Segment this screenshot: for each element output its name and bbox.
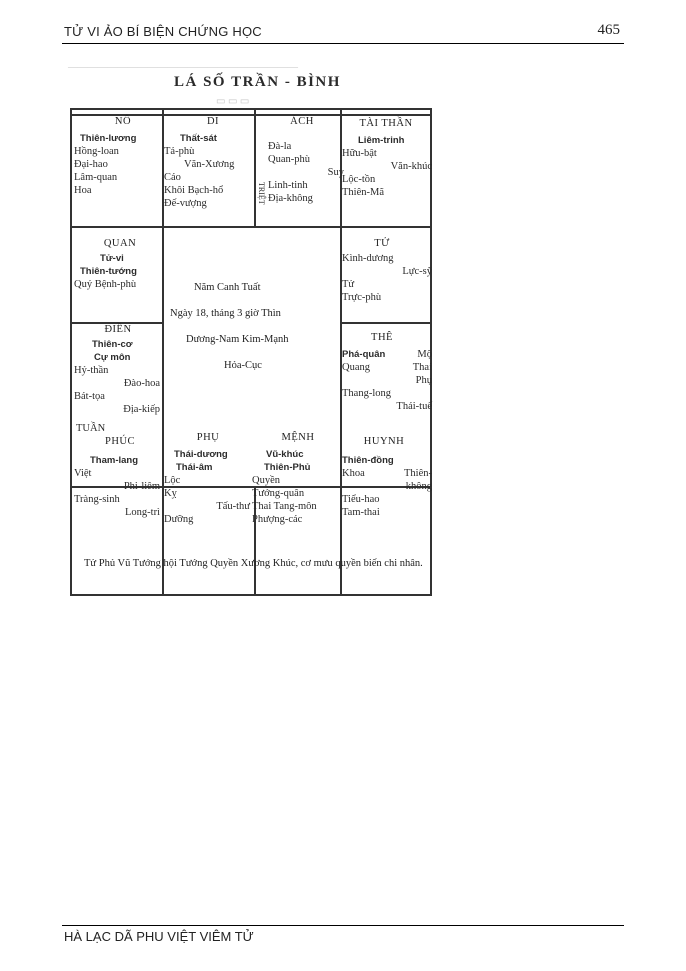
cell-name-no: NÔ (114, 116, 132, 127)
cell-menh (252, 448, 340, 526)
cell-phu (164, 448, 250, 526)
minor-star: Hoa (74, 185, 92, 196)
cell-phuc (74, 454, 160, 519)
minor-star: Phụ (415, 375, 432, 386)
cell-name-huynh: HUYNH (363, 436, 405, 447)
grid-line (72, 226, 430, 228)
cell-name-di: DI (206, 116, 220, 127)
minor-star: Lực-sỹ (402, 266, 432, 277)
minor-star: Thai Tang-môn (252, 501, 317, 512)
cell-taithan (342, 134, 432, 199)
bleed-through-mark: ——————————————————————— (68, 62, 298, 73)
major-star: Thiên-đồng (342, 455, 394, 466)
minor-star: Quý Bệnh-phù (74, 279, 137, 290)
minor-star: Linh-tinh (268, 180, 308, 191)
cell-name-taithan: TÀI THẦN (359, 118, 413, 129)
major-star: Thất-sát (180, 133, 217, 144)
major-star: Thiên-cơ (92, 339, 133, 350)
minor-star: Đại-hao (74, 159, 108, 170)
major-star: Liêm-trinh (358, 135, 405, 146)
cell-quan (74, 252, 160, 291)
major-star: Thái-âm (176, 462, 213, 473)
chart-title: LÁ SỐ TRẦN - BÌNH (174, 74, 341, 90)
center-cuc: Hỏa-Cục (224, 360, 262, 371)
major-star: Phá-quân (342, 349, 386, 360)
minor-star: Văn-khúc (390, 161, 432, 172)
minor-star: Suy (327, 167, 344, 178)
minor-star: Thai (412, 362, 432, 373)
grid-line (340, 322, 430, 324)
minor-star: Phượng-các (252, 514, 303, 525)
major-star: Thiên-lương (80, 133, 137, 144)
major-star: Thiên-Phủ (264, 462, 311, 473)
minor-star: Kỵ (164, 488, 177, 499)
cell-name-phuc: PHÚC (104, 436, 135, 447)
minor-star: Tấu-thư (216, 501, 250, 512)
cell-the (342, 348, 432, 413)
minor-star: Quang (342, 362, 370, 373)
major-star: Tử-vi (100, 253, 124, 264)
minor-star: Đào-hoa (123, 378, 160, 389)
minor-star: Địa-kiếp (123, 404, 160, 415)
cell-name-the: THÊ (371, 332, 393, 343)
bleed-through-mark: ▭ ▭ ▭ (216, 96, 250, 107)
minor-star: Tiểu-hao (342, 494, 380, 505)
center-gender-element: Dương-Nam Kim-Mạnh (186, 334, 289, 345)
minor-star: Lộc (164, 475, 181, 486)
minor-star: Khôi Bạch-hổ (164, 185, 224, 196)
cell-di (164, 132, 254, 210)
running-footer-author: HÀ LẠC DÃ PHU VIỆT VIÊM TỬ (64, 929, 254, 944)
header-rule (62, 43, 624, 44)
cell-name-quan: QUAN (103, 238, 137, 249)
minor-star: Thiên- (404, 468, 432, 479)
minor-star: Việt (74, 468, 92, 479)
minor-star: Khoa (342, 468, 365, 479)
minor-star: Địa-không (268, 193, 313, 204)
minor-star: Tràng-sinh (74, 494, 120, 505)
minor-star: Hỷ-thần (74, 365, 109, 376)
scanned-horoscope-image (66, 56, 446, 596)
footer-rule (62, 925, 624, 926)
chart-caption: Tử Phủ Vũ Tướng hội Tướng Quyền Xương Khúc, cơ mưu quyền biến chi nhân. (84, 558, 423, 569)
triet-marker: TRIỆT (257, 182, 266, 205)
minor-star: Hồng-loan (74, 146, 119, 157)
minor-star: Tướng-quân (252, 488, 305, 499)
minor-star: Thiên-Mã (342, 187, 384, 198)
minor-star: Thái-tuế (396, 401, 432, 412)
cell-tu (342, 252, 432, 304)
minor-star: Hữu-bật (342, 148, 377, 159)
minor-star: Dưỡng (164, 514, 194, 525)
cell-no (74, 132, 158, 197)
page-number: 465 (597, 22, 620, 38)
minor-star: Văn-Xương (184, 159, 235, 170)
grid-line (162, 226, 164, 594)
minor-star: Long-trì (125, 507, 160, 518)
major-star: Thái-dương (174, 449, 228, 460)
minor-star: Đế-vượng (164, 198, 207, 209)
center-date: Ngày 18, tháng 3 giờ Thìn (170, 308, 281, 319)
cell-name-ach: ÁCH (290, 116, 314, 127)
minor-star: Cáo (164, 172, 181, 183)
minor-star: Mộ (417, 349, 432, 360)
minor-star: Lộc-tồn (342, 174, 376, 185)
minor-star: Quan-phù (268, 154, 310, 165)
minor-star: Bát-tọa (74, 391, 105, 402)
minor-star: Phi-liêm (123, 481, 160, 492)
minor-star: Trực-phù (342, 292, 382, 303)
cell-dien (74, 338, 160, 416)
major-star: Cự môn (94, 352, 131, 363)
minor-star: Tử (342, 279, 355, 290)
minor-star: không (405, 481, 432, 492)
grid-line (254, 110, 256, 226)
minor-star: Tả-phù (164, 146, 195, 157)
tuan-marker: TUẦN (76, 423, 106, 434)
major-star: Tham-lang (90, 455, 139, 466)
cell-ach (268, 140, 344, 205)
cell-name-menh: MỆNH (281, 432, 315, 443)
minor-star: Quyền (252, 475, 280, 486)
minor-star: Đà-la (268, 141, 292, 152)
cell-huynh (342, 454, 432, 519)
cell-name-tu: TỬ (374, 238, 390, 249)
center-year: Năm Canh Tuất (194, 282, 261, 293)
minor-star: Thang-long (342, 388, 391, 399)
major-star: Vũ-khúc (266, 449, 304, 460)
major-star: Thiên-tướng (80, 266, 137, 277)
minor-star: Kình-dương (342, 253, 394, 264)
cell-name-dien: ĐIỀN (104, 324, 132, 335)
cell-name-phu: PHỤ (196, 432, 220, 443)
minor-star: Lâm-quan (74, 172, 118, 183)
minor-star: Tam-thai (342, 507, 380, 518)
running-header-title: TỬ VI ẢO BÍ BIỆN CHỨNG HỌC (64, 24, 262, 39)
